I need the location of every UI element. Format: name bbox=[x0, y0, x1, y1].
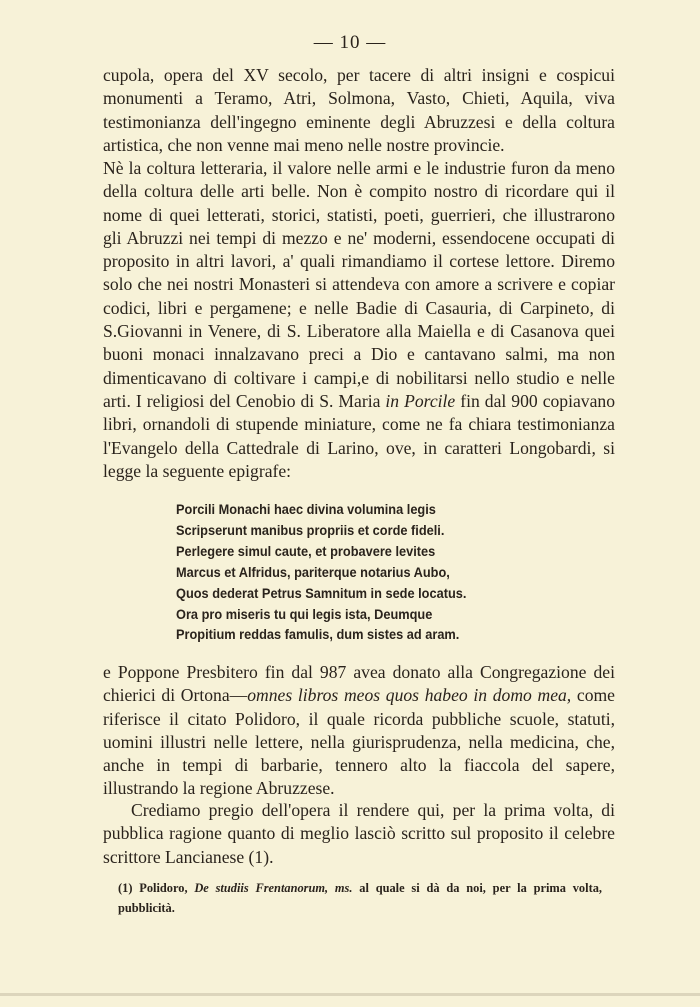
paragraph-3-italic: omnes libros meos quos habeo in domo mea, bbox=[247, 685, 572, 706]
page-number-header: — 10 — bbox=[313, 32, 387, 53]
footnote-suffix: al quale si dà da noi, per la prima volta, pubblicità. bbox=[118, 881, 602, 915]
paragraph-1-text: cupola, opera del XV secolo, per tacere di altri insigni e cospicui monumenti a Teramo, Atri, Solmona, Vasto, Chieti, Aquila, viva testimonianza dell'ingegno eminente degli Abruzzesi e della coltura artistica, che non venne mai meno nelle nostre provincie. bbox=[103, 65, 615, 155]
paragraph-2 bbox=[103, 157, 615, 483]
epigraph-line: Scripserunt manibus propriis et corde fideli. bbox=[176, 522, 445, 538]
footnote bbox=[118, 878, 602, 918]
paragraph-3-text bbox=[103, 661, 615, 801]
epigraph-line: Quos dederat Petrus Samnitum in sede locatus. bbox=[176, 585, 467, 601]
epigraph-line: Ora pro miseris tu qui legis ista, Deumque bbox=[176, 606, 433, 622]
footnote-italic: De studiis Frentanorum, ms. bbox=[194, 881, 353, 895]
epigraph-line: Propitium reddas famulis, dum sistes ad aram. bbox=[176, 627, 460, 643]
paragraph-4-text: Crediamo pregio dell'opera il rendere qui, per la prima volta, di pubblica ragione quanto di meglio lasciò scritto sul proposito il celebre scrittore Lancianese (1). bbox=[103, 800, 615, 867]
paragraph-3 bbox=[103, 661, 615, 801]
epigraph-line: Perlegere simul caute, et probavere levites bbox=[176, 543, 436, 559]
page-bottom-edge bbox=[0, 993, 700, 996]
footnote-prefix: (1) Polidoro, bbox=[118, 881, 195, 895]
epigraph-line: Marcus et Alfridus, pariterque notarius Aubo, bbox=[176, 564, 450, 580]
paragraph-2-text bbox=[103, 157, 615, 483]
paragraph-2-part-b: fin dal 900 copiavano libri, ornandoli di stupende miniature, come ne fa chiara testimonianza l'Evangelo della Cattedrale di Larino, ove, in caratteri Longobardi, si legge la seguente epigrafe: bbox=[103, 390, 615, 481]
paragraph-2-italic: in Porcile bbox=[385, 390, 456, 411]
paragraph-1 bbox=[103, 64, 615, 157]
epigraph-block bbox=[176, 500, 496, 646]
paragraph-3-part-b: come riferisce il citato Polidoro, il quale ricorda pubbliche scuole, statuti, uomini illustri nelle lettere, nella giurisprudenza, nella medicina, che, anche in tempi di barbarie, tennero alto la fiaccola del sapere, illustrando la regione Abruzzese. bbox=[103, 685, 615, 799]
paragraph-2-part-a: Nè la coltura letteraria, il valore nelle armi e le industrie furon da meno della coltura delle arti belle. Non è compito nostro di ricordare qui il nome di quei letterati, storici, statisti, poeti, guerrieri, che illustrarono gli Abruzzi nei tempi di mezzo e ne' moderni, essendocene occupati di proposito in altri lavori, a' quali rimandiamo il cortese lettore. Diremo solo che nei nostri Monasteri si attendeva con amore a scrivere e copiar codici, libri e pergamene; e nelle Badie di Casauria, di Carpineto, di S.Giovanni in Venere, di S. Liberatore alla Maiella e di Casanova quei buoni monaci innalzavano preci a Dio e cantavano salmi, ma non dimenticavano di coltivare i campi,e di nobilitarsi nello studio e nelle arti. I religiosi del Cenobio di S. Maria bbox=[103, 158, 615, 411]
paragraph-4 bbox=[103, 799, 615, 869]
epigraph-line: Porcili Monachi haec divina volumina legis bbox=[176, 502, 436, 517]
paragraph-3-part-a: e Poppone Presbitero fin dal 987 avea donato alla Congregazione dei chierici di Ortona— bbox=[103, 662, 615, 706]
